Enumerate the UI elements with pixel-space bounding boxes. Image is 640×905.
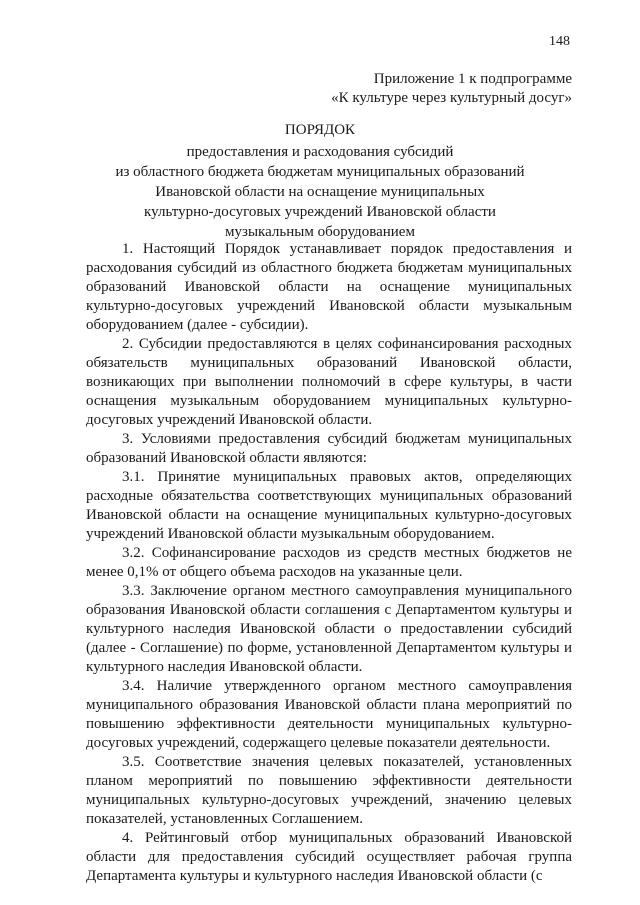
paragraph: 3.3. Заключение органом местного самоуправления муниципального образования Ивановской области соглашения с Департаментом культуры и культурного наследия Ивановской области о предоставлении субсидий (далее - Соглашение) по форме, установленной Департаментом культуры и культурного наследия Ивановской области. bbox=[86, 583, 572, 675]
paragraph: 3.1. Принятие муниципальных правовых актов, определяющих расходные обязательства соответствующих муниципальных образований Ивановской области на оснащение муниципальных культурно-досуговых учреждений Ивановской области музыкальным оборудованием. bbox=[86, 469, 572, 542]
document-title bbox=[68, 120, 572, 242]
paragraph: 2. Субсидии предоставляются в целях софинансирования расходных обязательств муниципальных образований Ивановской области, возникающих при выполнении полномочий в сфере культуры, в части оснащения музыкальным оборудованием муниципальных культурно-досуговых учреждений Ивановской области. bbox=[86, 336, 572, 428]
title-line: Ивановской области на оснащение муниципальных bbox=[155, 184, 485, 200]
title-main: ПОРЯДОК bbox=[284, 122, 356, 138]
title-line: из областного бюджета бюджетам муниципальных образований bbox=[115, 164, 525, 180]
appendix-line: Приложение 1 к подпрограмме bbox=[373, 71, 572, 87]
appendix-line: «К культуре через культурный досуг» bbox=[331, 90, 572, 106]
title-line: культурно-досуговых учреждений Ивановской области bbox=[144, 204, 496, 220]
appendix-header bbox=[331, 70, 572, 108]
paragraph: 3.4. Наличие утвержденного органом местного самоуправления муниципального образования Ивановской области плана мероприятий по повышению эффективности деятельности муниципальных культурно-досуговых учреждений, содержащего целевые показатели деятельности. bbox=[86, 678, 572, 751]
paragraph: 3. Условиями предоставления субсидий бюджетам муниципальных образований Ивановской области являются: bbox=[86, 431, 572, 466]
page-number: 148 bbox=[549, 34, 570, 49]
paragraph: 1. Настоящий Порядок устанавливает порядок предоставления и расходования субсидий из областного бюджета бюджетам муниципальных образований Ивановской области на оснащение муниципальных культурно-досуговых учреждений Ивановской области музыкальным оборудованием (далее - субсидии). bbox=[86, 241, 572, 333]
paragraph: 3.5. Соответствие значения целевых показателей, установленных планом мероприятий по повышению эффективности деятельности муниципальных культурно-досуговых учреждений, значению целевых показателей, установленных Соглашением. bbox=[86, 754, 572, 827]
document-body bbox=[86, 240, 572, 886]
title-line: музыкальным оборудованием bbox=[225, 224, 415, 240]
title-line: предоставления и расходования субсидий bbox=[186, 144, 454, 160]
paragraph: 3.2. Софинансирование расходов из средств местных бюджетов не менее 0,1% от общего объема расходов на указанные цели. bbox=[86, 545, 572, 580]
paragraph: 4. Рейтинговый отбор муниципальных образований Ивановской области для предоставления субсидий осуществляет рабочая группа Департамента культуры и культурного наследия Ивановской области (с bbox=[86, 830, 572, 884]
